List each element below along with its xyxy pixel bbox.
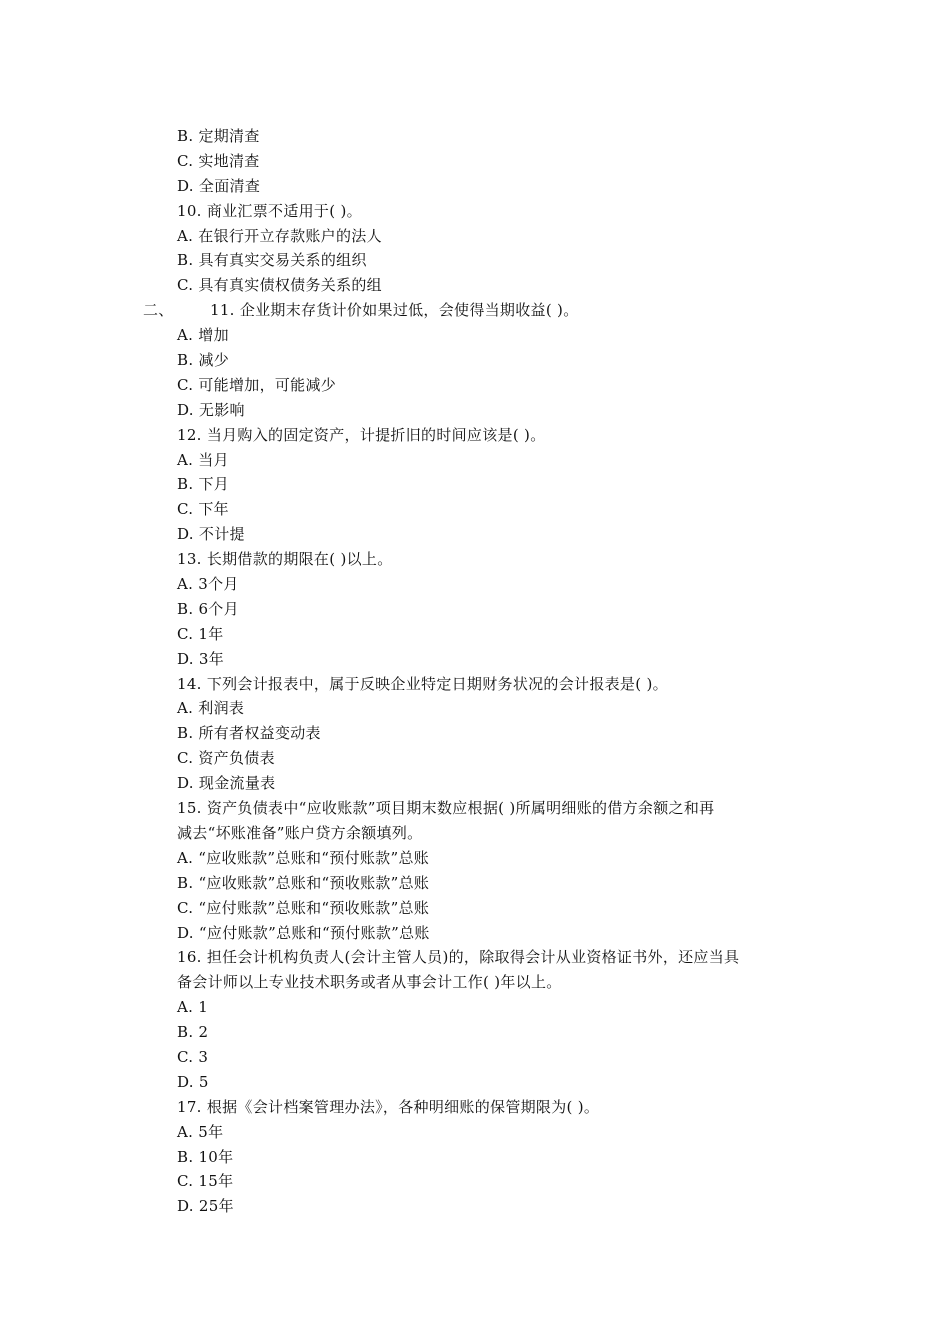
option-10c: C. 具有真实债权债务关系的组 [177,276,382,295]
option-12a: A. 当月 [177,450,229,469]
option-13c: C. 1年 [177,624,224,643]
option-17c: C. 15年 [177,1172,234,1191]
option-12c: C. 下年 [177,500,229,519]
option-11b: B. 减少 [177,351,230,370]
question-list [143,124,817,1219]
option-15a: A. “应收账款”总账和“预付账款”总账 [177,848,430,867]
option-15c: C. “应付账款”总账和“预收账款”总账 [177,898,430,917]
option-12d: D. 不计提 [177,525,245,544]
option-14a: A. 利润表 [177,699,245,718]
option-14b: B. 所有者权益变动表 [177,724,321,743]
option-13d: D. 3年 [177,649,225,668]
question-12: 12. 当月购入的固定资产，计提折旧的时间应该是( )。 [177,425,546,444]
option-12b: B. 下月 [177,475,230,494]
option-17d: D. 25年 [177,1197,234,1216]
option-16c: C. 3 [177,1047,209,1066]
option-13a: A. 3个月 [177,575,239,594]
option-9b: B. 定期清查 [177,127,260,145]
option-16d: D. 5 [177,1072,209,1091]
question-10: 10. 商业汇票不适用于( )。 [177,201,362,220]
option-11d: D. 无影响 [177,400,245,419]
question-17: 17. 根据《会计档案管理办法》，各种明细账的保管期限为( )。 [177,1097,600,1116]
section-mark: 二、 [143,301,174,320]
section-two-row [143,298,817,323]
question-14: 14. 下列会计报表中，属于反映企业特定日期财务状况的会计报表是( )。 [177,674,668,693]
question-13: 13. 长期借款的期限在( )以上。 [177,550,393,569]
question-15-line1: 15. 资产负债表中“应收账款”项目期末数应根据( )所属明细账的借方余额之和再 [177,799,715,818]
option-13b: B. 6个月 [177,599,239,618]
question-11: 11. 企业期末存货计价如果过低，会使得当期收益( )。 [210,301,579,320]
question-15-line2: 减去“坏账准备”账户贷方余额填列。 [177,823,423,842]
option-15b: B. “应收账款”总账和“预收账款”总账 [177,873,430,892]
option-17a: A. 5年 [177,1122,224,1141]
option-14d: D. 现金流量表 [177,774,276,793]
option-11c: C. 可能增加，可能减少 [177,375,337,394]
option-16b: B. 2 [177,1023,209,1042]
option-15d: D. “应付账款”总账和“预付账款”总账 [177,923,430,942]
option-9d: D. 全面清查 [177,176,261,195]
option-11a: A. 增加 [177,326,229,345]
option-9c: C. 实地清查 [177,151,260,170]
question-16-line2: 备会计师以上专业技术职务或者从事会计工作( )年以上。 [177,973,562,992]
option-16a: A. 1 [177,998,209,1017]
option-14c: C. 资产负债表 [177,749,275,768]
option-17b: B. 10年 [177,1147,234,1166]
option-10a: A. 在银行开立存款账户的法人 [177,226,382,245]
option-10b: B. 具有真实交易关系的组织 [177,251,367,270]
question-16-line1: 16. 担任会计机构负责人(会计主管人员)的，除取得会计从业资格证书外，还应当具 [177,948,740,967]
